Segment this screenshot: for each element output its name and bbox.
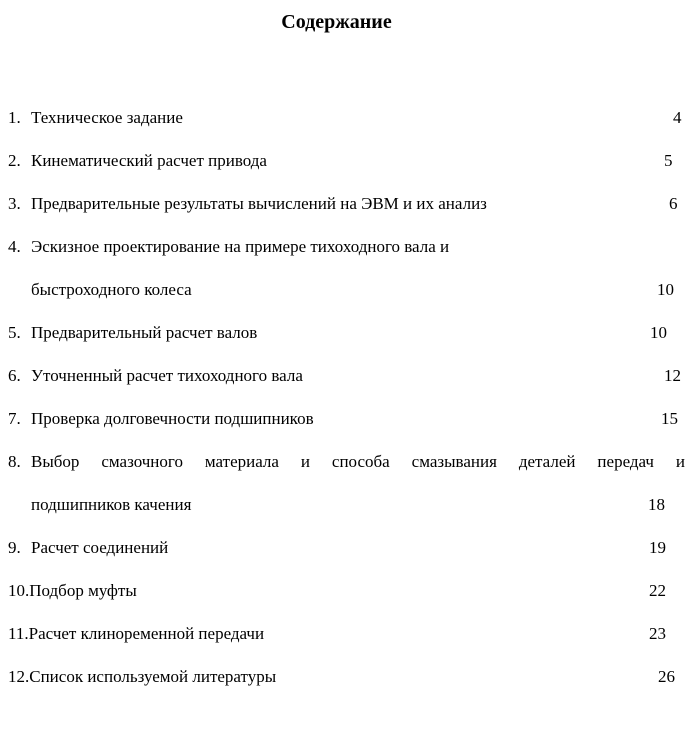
toc-entry-number: 9. [8,538,21,557]
toc-entry-page: 18 [648,495,665,514]
toc-entry-page: 4 [673,108,682,127]
toc-entry-page: 6 [669,194,678,213]
toc-entry-title: Расчет клиноременной передачи [28,624,265,643]
toc-entry-title: Предварительный расчет валов [31,323,258,342]
toc-entry [0,106,687,130]
toc-entry-page: 23 [649,624,666,643]
toc-entry-continuation [0,493,687,517]
toc-entry-number: 8. [8,452,21,471]
toc-entry-number: 2. [8,151,21,170]
toc-entry-page: 15 [661,409,678,428]
toc-entry [0,149,687,173]
toc-entry [0,235,687,259]
toc-entry-number: 3. [8,194,21,213]
toc-entry-title: Проверка долговечности подшипников [31,409,314,428]
toc-entry [0,364,687,388]
toc-entry-page: 12 [664,366,681,385]
toc-entry-title: Список используемой литературы [29,667,277,686]
toc-entry [0,192,687,216]
toc-entry-page: 19 [649,538,666,557]
toc-entry [0,622,687,646]
toc-entry-title: Выбор смазочного материала и способа смазывания деталей передач и [31,452,685,471]
toc-entry-number: 1. [8,108,21,127]
page-title: Содержание [281,11,392,33]
toc-entry-number: 4. [8,237,21,256]
toc-entry-number: 7. [8,409,21,428]
toc-entry-title-continued: быстроходного колеса [31,280,192,299]
toc-entry-title: Эскизное проектирование на примере тихоходного вала и [31,237,450,256]
toc-entry-page: 5 [664,151,673,170]
toc-entry-number: 10. [8,581,30,600]
toc-entry-page: 26 [658,667,675,686]
toc-entry-title: Кинематический расчет привода [31,151,267,170]
toc-entry-page: 10 [657,280,674,299]
toc-entry-title: Уточненный расчет тихоходного вала [31,366,303,385]
toc-entry-number: 5. [8,323,21,342]
toc-entry-number: 11. [8,624,29,643]
toc-entry [0,450,687,474]
toc-entry-number: 12. [8,667,30,686]
toc-entry-title-continued: подшипников качения [31,495,192,514]
toc-entry-title: Подбор муфты [29,581,137,600]
toc-entry [0,536,687,560]
toc-entry-title: Предварительные результаты вычислений на ЭВМ и их анализ [31,194,487,213]
toc-entry [0,321,687,345]
toc-entry-continuation [0,278,687,302]
toc-entry-page: 10 [650,323,667,342]
toc-entry [0,665,687,689]
toc-entry-title: Техническое задание [31,108,183,127]
toc-entry-number: 6. [8,366,21,385]
toc-entry-title: Расчет соединений [31,538,169,557]
toc-entry-page: 22 [649,581,666,600]
toc-entry [0,579,687,603]
toc-entry [0,407,687,431]
